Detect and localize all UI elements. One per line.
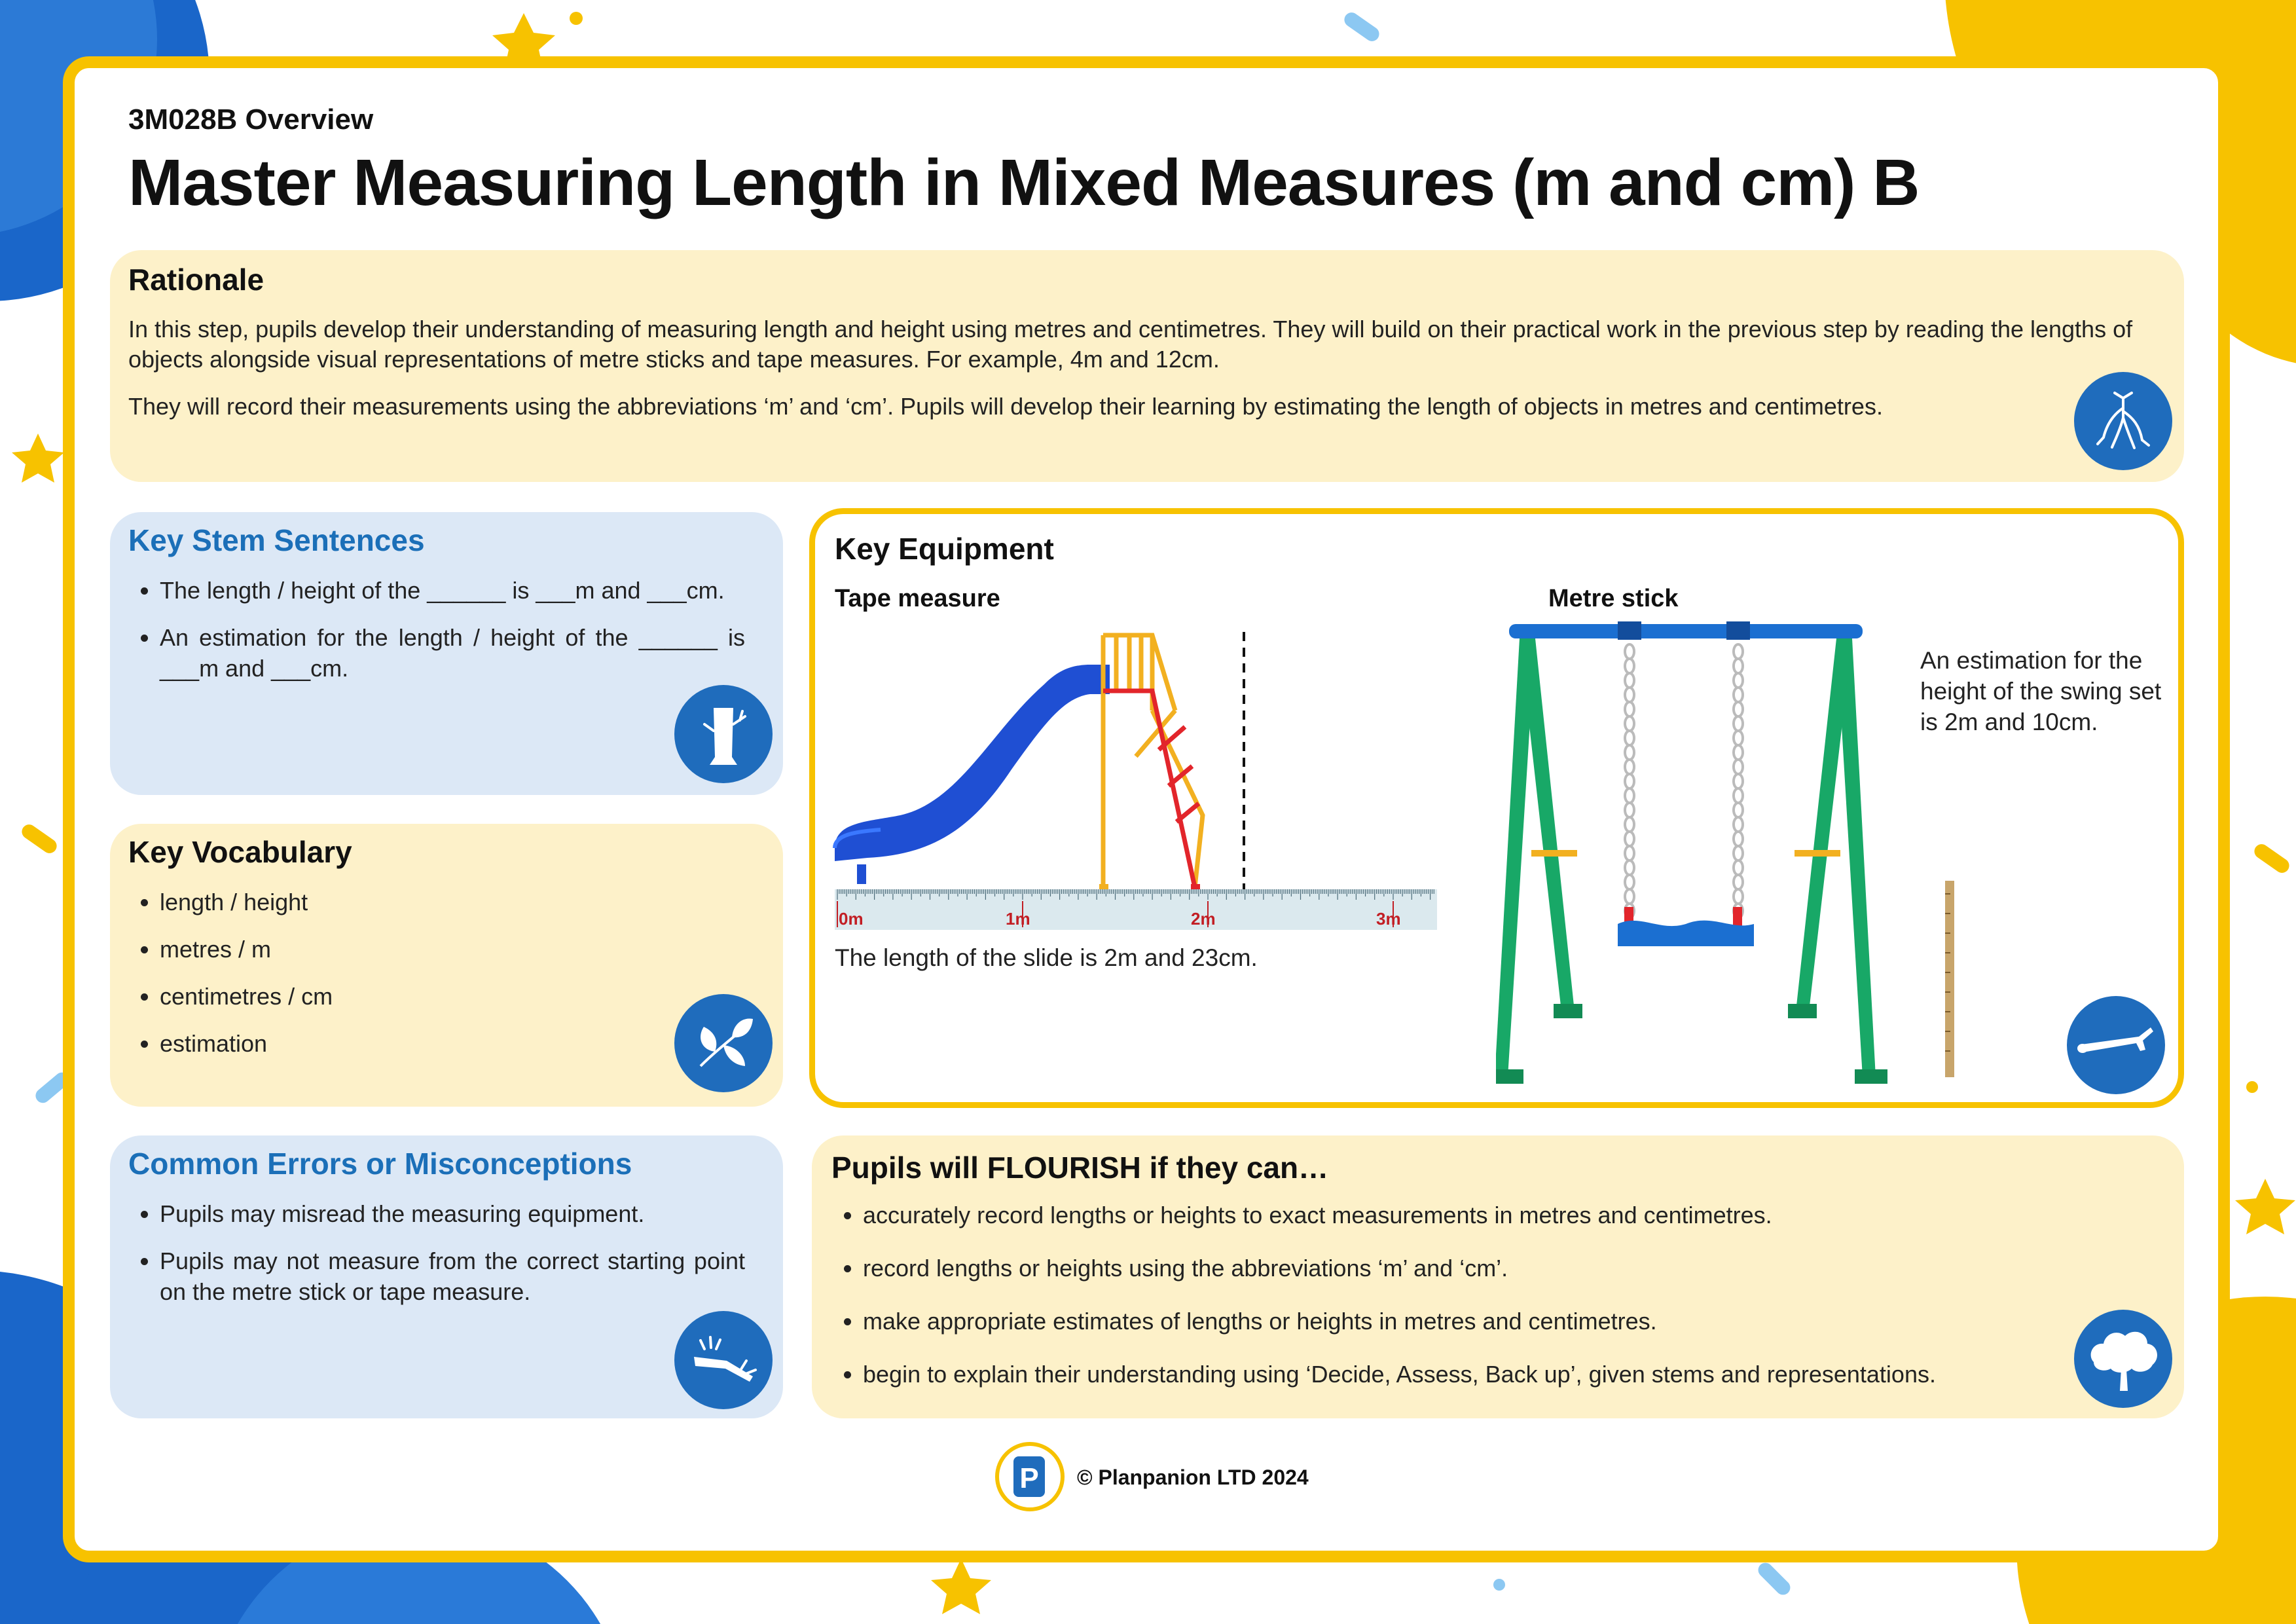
chain-link: [1625, 774, 1634, 788]
chain-link: [1734, 846, 1743, 860]
chain-link: [1734, 673, 1743, 688]
tape-mark-label: 3m: [1376, 909, 1401, 929]
chain-link: [1734, 817, 1743, 832]
tree-icon: [2074, 1310, 2172, 1408]
chain-link: [1734, 803, 1743, 817]
metre-stick-label: Metre stick: [1548, 585, 1679, 612]
chain-link: [1625, 688, 1634, 702]
chain-link: [1734, 659, 1743, 673]
chain-link: [1734, 889, 1743, 904]
list-item: • estimation: [160, 1028, 683, 1059]
tape-measure-label: Tape measure: [835, 585, 1000, 612]
chain-link: [1734, 760, 1743, 774]
list-item: • accurately record lengths or heights to exact measurements in metres and centimetres.: [863, 1200, 2107, 1230]
list-item: • Pupils may misread the measuring equipment.: [160, 1198, 745, 1229]
stem-sentences-list: [128, 575, 745, 700]
chain-link: [1625, 673, 1634, 688]
chain-link: [1625, 702, 1634, 716]
list-item: • begin to explain their understanding using ‘Decide, Assess, Back up’, given stems and representations.: [863, 1359, 2107, 1390]
chain-link: [1625, 875, 1634, 889]
flourish-heading: Pupils will FLOURISH if they can…: [831, 1151, 1329, 1185]
stem-sentences-heading: Key Stem Sentences: [128, 523, 425, 557]
chain-link: [1625, 817, 1634, 832]
list-item: • make appropriate estimates of lengths or heights in metres and centimetres.: [863, 1306, 2107, 1337]
list-item: • The length / height of the ______ is ___m and ___cm.: [160, 575, 745, 606]
chain-link: [1625, 803, 1634, 817]
chain-link: [1625, 832, 1634, 846]
chain-link: [1625, 659, 1634, 673]
rationale-heading: Rationale: [128, 263, 264, 297]
vocabulary-list: [128, 887, 683, 1075]
list-item: • An estimation for the length / height of the ______ is ___m and ___cm.: [160, 622, 745, 684]
copyright: © Planpanion LTD 2024: [1077, 1466, 1309, 1489]
leaves-icon: [674, 994, 773, 1092]
chain-link: [1734, 774, 1743, 788]
list-item: • record lengths or heights using the abbreviations ‘m’ and ‘cm’.: [863, 1253, 2107, 1283]
list-item: • metres / m: [160, 934, 683, 965]
slide-caption: The length of the slide is 2m and 23cm.: [835, 944, 1258, 971]
planpanion-logo: [994, 1441, 1066, 1513]
tape-mark-label: 1m: [1006, 909, 1030, 929]
chain-link: [1625, 716, 1634, 731]
list-item: • centimetres / cm: [160, 981, 683, 1012]
rationale-panel: [110, 250, 2184, 482]
chain-link: [1625, 860, 1634, 875]
rationale-paragraph-1: In this step, pupils develop their understanding of measuring length and height using metres and centimetres. They will build on their practical work in the previous step by reading the lengths of objects alongside visual representations of metre sticks and tape measures. For example, 4m and 12cm.: [128, 316, 2133, 373]
tape-mark-label: 2m: [1191, 909, 1216, 929]
key-equipment-panel: [809, 508, 2184, 1108]
misconceptions-heading: Common Errors or Misconceptions: [128, 1147, 632, 1181]
stem-sentences-panel: [110, 512, 783, 795]
chain-link: [1625, 788, 1634, 803]
misconceptions-list: [128, 1198, 745, 1323]
chain-link: [1625, 846, 1634, 860]
chain-link: [1734, 875, 1743, 889]
tape-mark-label: 0m: [839, 909, 864, 929]
chain-link: [1625, 731, 1634, 745]
chain-link: [1734, 688, 1743, 702]
flourish-panel: [812, 1135, 2184, 1418]
list-item: • length / height: [160, 887, 683, 917]
misconceptions-panel: [110, 1135, 783, 1418]
chain-link: [1734, 644, 1743, 659]
key-equipment-heading: Key Equipment: [835, 532, 1054, 566]
chain-link: [1625, 889, 1634, 904]
tape-measure: [835, 889, 1437, 930]
rationale-paragraph-2: They will record their measurements using the abbreviations ‘m’ and ‘cm’. Pupils will develop their learning by estimating the length of objects in metres and centimetres.: [128, 393, 1883, 420]
logo-letter: P: [1019, 1462, 1039, 1494]
flourish-list: [831, 1200, 2107, 1406]
chain-link: [1734, 731, 1743, 745]
slide-illustration: [828, 625, 1444, 920]
chain-link: [1734, 702, 1743, 716]
chain-link: [1625, 644, 1634, 659]
chain-link: [1625, 745, 1634, 760]
chain-link: [1734, 860, 1743, 875]
chain-link: [1734, 716, 1743, 731]
tree-trunk-icon: [674, 685, 773, 783]
chain-link: [1734, 745, 1743, 760]
broken-branch-icon: [674, 1311, 773, 1409]
lesson-code: 3M028B Overview: [128, 103, 374, 136]
chain-link: [1734, 788, 1743, 803]
vocabulary-heading: Key Vocabulary: [128, 835, 352, 869]
chain-link: [1734, 832, 1743, 846]
vocabulary-panel: [110, 824, 783, 1107]
chain-link: [1625, 760, 1634, 774]
list-item: • Pupils may not measure from the correct starting point on the metre stick or tape measure.: [160, 1246, 745, 1307]
page-title: Master Measuring Length in Mixed Measures (m and cm) B: [128, 146, 1920, 219]
branch-icon: [2067, 996, 2165, 1094]
roots-icon: [2074, 372, 2172, 470]
swing-caption: An estimation for the height of the swing set is 2m and 10cm.: [1920, 647, 2162, 735]
